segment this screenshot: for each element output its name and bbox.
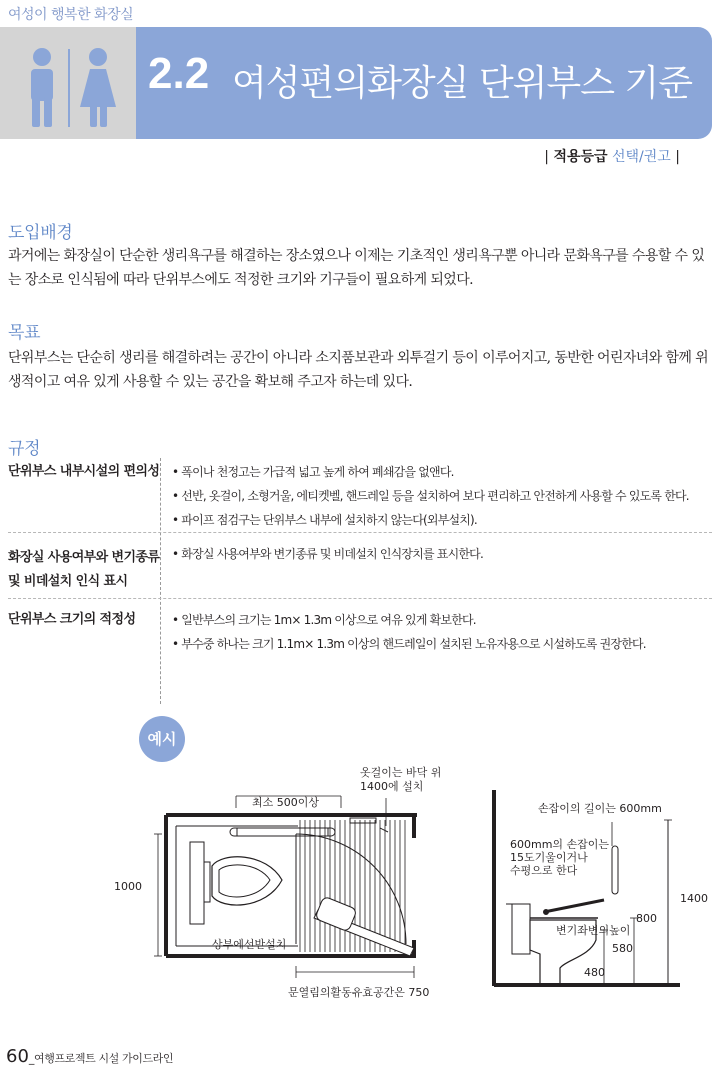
rule-label-line: 및 비데설치 인식 표시 <box>8 574 128 589</box>
running-head: 여성이 행복한 화장실 <box>8 7 134 23</box>
booth-depth-dimension: 1000 <box>114 880 142 893</box>
height-480-dimension: 480 <box>584 966 605 979</box>
coat-hook-note: 옷걸이는 바닥 위 <box>360 766 442 779</box>
seat-height-label: 변기좌변의높이 <box>556 924 631 937</box>
page-number: 60 <box>6 1046 29 1067</box>
door-clearance-note: 문열림의활동유효공간은 750 <box>288 986 430 999</box>
background-heading: 도입배경 <box>8 223 73 243</box>
section-number: 2.2 <box>148 49 210 98</box>
rule-label-line: 화장실 사용여부와 변기종류 <box>8 550 160 565</box>
example-diagrams <box>0 760 720 1050</box>
handrail-length-note: 손잡이의 길이는 600mm <box>538 802 662 815</box>
rule-item: • 폭이나 천정고는 가급적 넓고 높게 하여 폐쇄감을 없앤다. <box>172 460 689 484</box>
rule-label-indicator <box>8 546 159 594</box>
grade-bar-left: | <box>544 149 554 165</box>
rule-item: • 부수중 하나는 크기 1.1m× 1.3m 이상의 핸드레일이 설치된 노유자용으로 시설하도록 권장한다. <box>172 632 646 656</box>
footer-title: _여행프로젝트 시설 가이드라인 <box>28 1052 174 1065</box>
female-person-icon <box>80 48 116 127</box>
grade-label: 적용등급 <box>553 149 608 165</box>
rule-list-size <box>172 608 646 656</box>
min-width-dimension: 최소 500이상 <box>252 796 319 809</box>
regulation-divider <box>160 458 161 704</box>
handrail-angle-note: 600mm의 손잡이는 <box>510 838 610 851</box>
section-title: 여성편의화장실 단위부스 기준 <box>232 63 692 104</box>
banner-icon-panel <box>0 27 136 139</box>
rule-list-convenience <box>172 460 689 532</box>
application-grade <box>544 146 680 166</box>
coat-hook-note: 1400에 설치 <box>360 780 424 793</box>
rule-item: • 파이프 점검구는 단위부스 내부에 설치하지 않는다(외부설치). <box>172 508 689 532</box>
goal-text: 단위부스는 단순히 생리를 해결하려는 공간이 아니라 소지품보관과 외투걸기 등이 이루어지고, 동반한 어린자녀와 함께 위생적이고 여유 있게 사용할 수 있는 공간을 확보해 주고자 하는데 있다. <box>8 350 709 390</box>
rule-item: • 선반, 옷걸이, 소형거울, 에티켓벨, 핸드레일 등을 설치하여 보다 편리하고 안전하게 사용할 수 있도록 한다. <box>172 484 689 508</box>
booth-section-drawing <box>494 790 680 986</box>
rule-list-indicator <box>172 542 483 566</box>
goal-heading: 목표 <box>8 323 41 343</box>
grade-bar-right: | <box>670 149 680 165</box>
height-800-dimension: 800 <box>636 912 657 925</box>
height-580-dimension: 580 <box>612 942 633 955</box>
handrail-angle-note: 15도기울이거나 <box>510 851 588 864</box>
rule-separator <box>8 532 712 533</box>
section-banner <box>0 27 712 139</box>
rule-item: • 화장실 사용여부와 변기종류 및 비데설치 인식장치를 표시한다. <box>172 542 483 566</box>
regulation-heading: 규정 <box>8 439 41 459</box>
rule-separator <box>8 598 712 599</box>
shelf-note: 상부에선반설치 <box>212 938 287 951</box>
male-person-icon <box>31 48 53 127</box>
rule-item: • 일반부스의 크기는 1m× 1.3m 이상으로 여유 있게 확보한다. <box>172 608 646 632</box>
icon-divider <box>68 49 70 127</box>
height-1400-dimension: 1400 <box>680 892 708 905</box>
page-footer <box>6 1046 173 1067</box>
rule-label-size: 단위부스 크기의 적정성 <box>8 612 136 627</box>
example-badge: 예시 <box>139 716 185 762</box>
rule-label-convenience: 단위부스 내부시설의 편의성 <box>8 464 160 479</box>
background-text: 과거에는 화장실이 단순한 생리욕구를 해결하는 장소였으나 이제는 기초적인 생리욕구뿐 아니라 문화욕구를 수용할 수 있는 장소로 인식됨에 따라 단위부스에도 적정한 크기와 기구들이 필요하게 되었다. <box>8 248 705 288</box>
handrail-angle-note: 수평으로 한다 <box>510 864 578 877</box>
banner-title-panel <box>136 27 712 139</box>
grade-value: 선택/권고 <box>612 149 671 165</box>
